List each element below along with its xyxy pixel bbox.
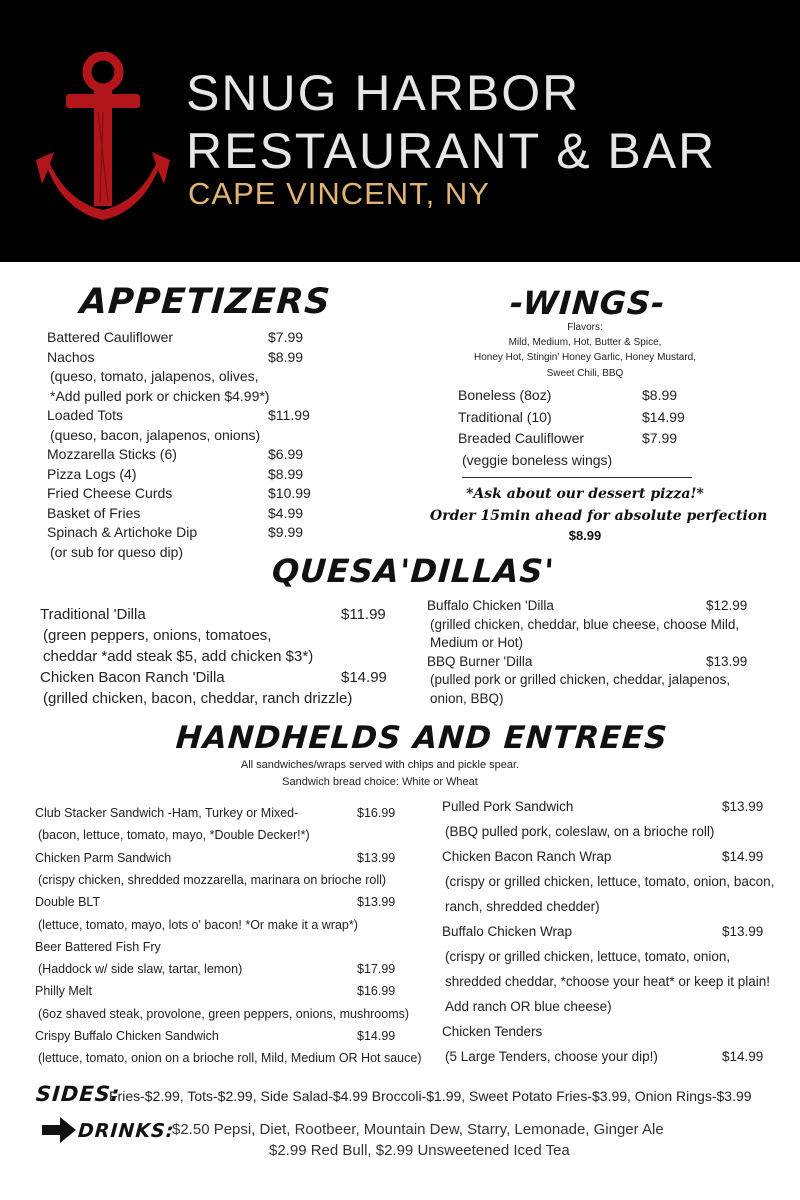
restaurant-name-line2: RESTAURANT & BAR xyxy=(186,123,717,179)
wings-flavors-label: Flavors: xyxy=(567,322,603,333)
menu-item-price: $11.99 xyxy=(268,407,310,423)
appetizers-title: APPETIZERS xyxy=(78,282,333,322)
menu-item-name: Pizza Logs (4) xyxy=(47,465,137,482)
drinks-label: DRINKS: xyxy=(77,1120,176,1142)
menu-item-description: (bacon, lettuce, tomato, mayo, *Double Decker!*) xyxy=(38,828,310,843)
menu-item-description: (queso, tomato, jalapenos, olives, xyxy=(50,368,259,384)
menu-item-description: (lettuce, tomato, onion on a brioche roll, Mild, Medium OR Hot sauce) xyxy=(38,1051,422,1066)
menu-item-name: Chicken Tenders xyxy=(442,1024,543,1039)
menu-item-name: Buffalo Chicken 'Dilla xyxy=(427,598,554,613)
menu-item-description: *Add pulled pork or chicken $4.99*) xyxy=(50,387,270,404)
menu-item-price: $14.99 xyxy=(722,1049,764,1064)
menu-item-description: cheddar *add steak $5, add chicken $3*) xyxy=(43,648,314,665)
menu-item-price: $7.99 xyxy=(268,329,304,345)
menu-item-price: $13.99 xyxy=(357,895,396,910)
divider xyxy=(462,477,692,478)
menu-item-description: (6oz shaved steak, provolone, green peppers, onions, mushrooms) xyxy=(38,1006,410,1021)
handhelds-title: HANDHELDS AND ENTREES xyxy=(174,720,669,756)
quesadillas-title: QUESA'DILLAS' xyxy=(270,552,556,590)
menu-item-name: Beer Battered Fish Fry xyxy=(35,939,161,954)
menu-item-description: onion, BBQ) xyxy=(430,690,504,706)
menu-item-price: $12.99 xyxy=(706,598,748,613)
menu-item-description: (green peppers, onions, tomatoes, xyxy=(43,627,272,644)
menu-item-description: Medium or Hot) xyxy=(430,635,524,650)
menu-item-name: Double BLT xyxy=(35,895,101,910)
menu-item-name: Traditional (10) xyxy=(458,408,552,425)
wings-title: -WINGS- xyxy=(508,284,667,322)
drinks-line1: $2.50 Pepsi, Diet, Rootbeer, Mountain Dew, Starry, Lemonade, Ginger Ale xyxy=(172,1121,664,1138)
menu-item-description: (crispy or grilled chicken, lettuce, tomato, onion, xyxy=(445,949,731,964)
menu-item-price: $8.99 xyxy=(268,348,304,365)
menu-item-price: $9.99 xyxy=(268,524,304,540)
menu-item-price: $14.99 xyxy=(642,408,685,425)
menu-item-description: Add ranch OR blue cheese) xyxy=(445,999,612,1014)
menu-item-name: Pulled Pork Sandwich xyxy=(442,799,574,814)
menu-item-price: $10.99 xyxy=(268,485,311,501)
menu-item-name: Club Stacker Sandwich -Ham, Turkey or Mixed- xyxy=(35,806,299,820)
menu-item-name: Buffalo Chicken Wrap xyxy=(442,924,573,939)
menu-item-description: (lettuce, tomato, mayo, lots o' bacon! *Or make it a wrap*) xyxy=(38,917,358,932)
menu-item-price: $11.99 xyxy=(341,606,386,623)
menu-item-price: $14.99 xyxy=(341,669,387,686)
wings-flavors-line: Honey Hot, Stingin' Honey Garlic, Honey Mustard, xyxy=(473,352,696,363)
menu-item-description: (veggie boneless wings) xyxy=(462,451,613,468)
menu-item-name: Basket of Fries xyxy=(47,504,141,521)
menu-item-description: (Haddock w/ side slaw, tartar, lemon) xyxy=(38,962,243,977)
menu-item-name: Chicken Parm Sandwich xyxy=(35,850,172,865)
menu-item-name: Mozzarella Sticks (6) xyxy=(47,446,177,462)
menu-item-price: $7.99 xyxy=(642,430,678,446)
drinks-line2: $2.99 Red Bull, $2.99 Unsweetened Iced Tea xyxy=(269,1142,570,1159)
menu-item-name: Boneless (8oz) xyxy=(458,387,552,403)
menu-item-price: $16.99 xyxy=(357,806,396,820)
restaurant-header xyxy=(0,0,800,262)
menu-item-name: Chicken Bacon Ranch Wrap xyxy=(442,849,612,864)
handhelds-subtitle: All sandwiches/wraps served with chips and pickle spear. xyxy=(240,759,520,771)
dessert-promo: *Ask about our dessert pizza!* xyxy=(466,486,704,502)
menu-item-name: Traditional 'Dilla xyxy=(40,606,146,623)
menu-item-price: $14.99 xyxy=(357,1029,396,1043)
menu-item-name: Philly Melt xyxy=(35,984,92,999)
menu-item-name: Crispy Buffalo Chicken Sandwich xyxy=(35,1029,219,1043)
menu-item-name: Chicken Bacon Ranch 'Dilla xyxy=(40,669,225,686)
menu-item-price: $8.99 xyxy=(268,465,304,482)
menu-item-description: (grilled chicken, cheddar, blue cheese, choose Mild, xyxy=(430,616,740,632)
menu-item-description: (queso, bacon, jalapenos, onions) xyxy=(50,426,261,443)
menu-item-description: (crispy chicken, shredded mozzarella, marinara on brioche roll) xyxy=(38,872,387,887)
menu-item-name: Loaded Tots xyxy=(47,407,124,423)
menu-item-description: (BBQ pulled pork, coleslaw, on a brioche roll) xyxy=(445,824,715,839)
menu-item-description: (or sub for queso dip) xyxy=(50,543,184,560)
menu-item-price: $17.99 xyxy=(357,962,396,977)
dessert-promo-price: $8.99 xyxy=(568,528,602,543)
menu-item-description: ranch, shredded chedder) xyxy=(445,899,600,914)
menu-item-name: BBQ Burner 'Dilla xyxy=(427,653,533,669)
dessert-promo-note: Order 15min ahead for absolute perfection xyxy=(430,508,768,524)
menu-item-price: $13.99 xyxy=(357,850,396,865)
menu-item-price: $13.99 xyxy=(722,924,764,939)
menu-item-name: Battered Cauliflower xyxy=(47,329,174,345)
menu-item-price: $6.99 xyxy=(268,446,304,462)
wings-flavors-line: Mild, Medium, Hot, Butter & Spice, xyxy=(508,337,662,348)
restaurant-name-line1: SNUG HARBOR xyxy=(186,65,581,121)
menu-item-description: (grilled chicken, bacon, cheddar, ranch drizzle) xyxy=(43,690,353,707)
menu-item-price: $13.99 xyxy=(706,653,748,669)
menu-item-price: $4.99 xyxy=(268,504,304,521)
menu-item-price: $16.99 xyxy=(357,984,396,999)
menu-item-price: $13.99 xyxy=(722,799,764,814)
menu-item-name: Nachos xyxy=(47,348,95,365)
menu-item-price: $8.99 xyxy=(642,387,678,403)
anchor-logo-icon xyxy=(28,52,178,224)
menu-item-description: (pulled pork or grilled chicken, cheddar, jalapenos, xyxy=(430,672,731,687)
menu-item-description: (crispy or grilled chicken, lettuce, tomato, onion, bacon, xyxy=(445,874,775,889)
menu-item-description: (5 Large Tenders, choose your dip!) xyxy=(445,1049,658,1064)
menu-item-description: shredded cheddar, *choose your heat* or keep it plain! xyxy=(445,974,770,989)
menu-item-name: Fried Cheese Curds xyxy=(47,485,173,501)
menu-item-name: Spinach & Artichoke Dip xyxy=(47,524,198,540)
sides-label: SIDES: xyxy=(35,1082,122,1106)
handhelds-subtitle: Sandwich bread choice: White or Wheat xyxy=(282,776,478,788)
restaurant-location: CAPE VINCENT, NY xyxy=(188,176,490,211)
wings-flavors-line: Sweet Chili, BBQ xyxy=(546,368,624,379)
arrow-right-icon xyxy=(42,1116,76,1144)
menu-item-name: Breaded Cauliflower xyxy=(458,430,585,446)
menu-item-price: $14.99 xyxy=(722,849,764,864)
sides-text: Fries-$2.99, Tots-$2.99, Side Salad-$4.99 Broccoli-$1.99, Sweet Potato Fries-$3.99, Onion Rings-$3.99 xyxy=(109,1088,752,1104)
